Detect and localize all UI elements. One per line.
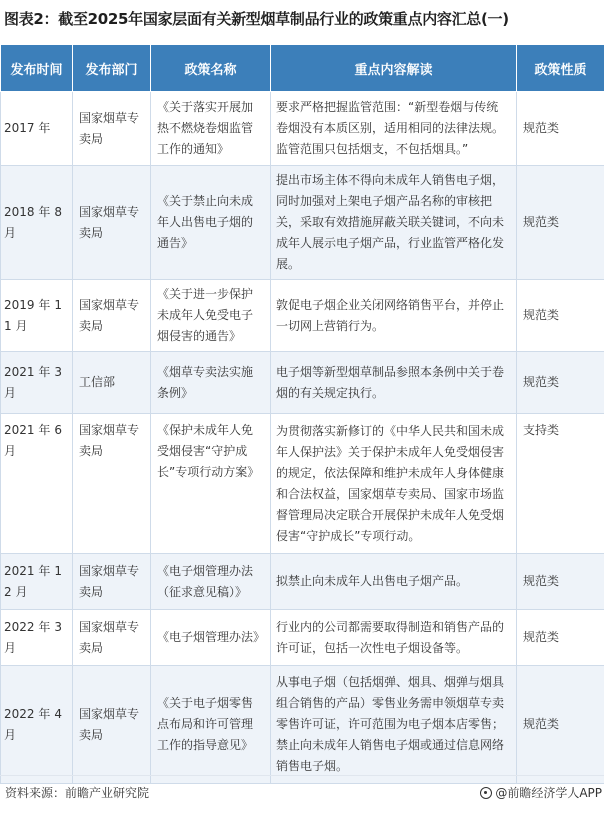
cell-dept: 工信部 [73, 352, 151, 414]
cell-dept: 国家烟草专卖局 [73, 554, 151, 610]
table-row [1, 352, 604, 414]
cell-nature: 规范类 [517, 280, 604, 352]
cell-name: 《电子烟管理办法（征求意见稿）》 [151, 554, 271, 610]
cell-content: 提出市场主体不得向未成年人销售电子烟，同时加强对上架电子烟产品名称的审核把关，采取有效措施屏蔽关联关键词，不向未成年人展示电子烟产品，行业监管严格化发展。 [271, 166, 517, 280]
cell-dept: 国家烟草专卖局 [73, 280, 151, 352]
cell-time: 2019 年 11 月 [1, 280, 73, 352]
table-row [1, 666, 604, 784]
cell-content: 要求严格把握监管范围：“新型卷烟与传统卷烟没有本质区别，适用相同的法律法规。监管范围只包括烟支，不包括烟具。” [271, 92, 517, 166]
footer [0, 784, 604, 801]
cell-time: 2017 年 [1, 92, 73, 166]
cell-name: 《关于禁止向未成年人出售电子烟的通告》 [151, 166, 271, 280]
app-logo-icon [480, 787, 492, 799]
cell-dept: 国家烟草专卖局 [73, 166, 151, 280]
brand-label: @前瞻经济学人APP [495, 786, 602, 800]
cell-name: 《电子烟管理办法》 [151, 610, 271, 666]
cell-nature: 规范类 [517, 92, 604, 166]
cell-content: 拟禁止向未成年人出售电子烟产品。 [271, 554, 517, 610]
cell-content: 敦促电子烟企业关闭网络销售平台，并停止一切网上营销行为。 [271, 280, 517, 352]
cell-dept: 国家烟草专卖局 [73, 92, 151, 166]
cell-nature: 规范类 [517, 666, 604, 784]
table-row [1, 166, 604, 280]
cell-nature: 规范类 [517, 166, 604, 280]
brand [480, 784, 604, 801]
cell-time: 2022 年 4 月 [1, 666, 73, 784]
cell-dept: 国家烟草专卖局 [73, 610, 151, 666]
header-content: 重点内容解读 [271, 45, 517, 92]
cell-dept: 国家烟草专卖局 [73, 666, 151, 784]
policy-table [0, 44, 604, 784]
cell-nature: 支持类 [517, 414, 604, 554]
cell-name: 《关于落实开展加热不燃烧卷烟监管工作的通知》 [151, 92, 271, 166]
cell-content: 从事电子烟（包括烟弹、烟具、烟弹与烟具组合销售的产品）零售业务需申领烟草专卖零售许可证，许可范围为电子烟本店零售；禁止向未成年人销售电子烟或通过信息网络销售电子烟。 [271, 666, 517, 784]
page-title: 图表2：截至2025年国家层面有关新型烟草制品行业的政策重点内容汇总(一) [4, 10, 509, 28]
header-time: 发布时间 [1, 45, 73, 92]
cell-name: 《关于进一步保护未成年人免受电子烟侵害的通告》 [151, 280, 271, 352]
cell-time: 2021 年 12 月 [1, 554, 73, 610]
table-row [1, 414, 604, 554]
cell-nature: 规范类 [517, 352, 604, 414]
cell-time: 2021 年 3 月 [1, 352, 73, 414]
source-note: 资料来源：前瞻产业研究院 [5, 786, 150, 800]
cell-time: 2021 年 6 月 [1, 414, 73, 554]
cell-time: 2018 年 8 月 [1, 166, 73, 280]
table-row [1, 280, 604, 352]
table-row [1, 92, 604, 166]
header-name: 政策名称 [151, 45, 271, 92]
table-row [1, 610, 604, 666]
footer-divider [0, 775, 604, 776]
table-header-row [1, 45, 604, 92]
cell-content: 行业内的公司都需要取得制造和销售产品的许可证，包括一次性电子烟设备等。 [271, 610, 517, 666]
cell-content: 电子烟等新型烟草制品参照本条例中关于卷烟的有关规定执行。 [271, 352, 517, 414]
cell-nature: 规范类 [517, 610, 604, 666]
header-nature: 政策性质 [517, 45, 604, 92]
header-dept: 发布部门 [73, 45, 151, 92]
cell-content: 为贯彻落实新修订的《中华人民共和国未成年人保护法》关于保护未成年人免受烟侵害的规定，依法保障和维护未成年人身体健康和合法权益，国家烟草专卖局、国家市场监督管理局决定联合开展保护未成年人免受烟侵害“守护成长”专项行动。 [271, 414, 517, 554]
cell-name: 《保护未成年人免受烟侵害“守护成长”专项行动方案》 [151, 414, 271, 554]
cell-nature: 规范类 [517, 554, 604, 610]
cell-time: 2022 年 3 月 [1, 610, 73, 666]
table-row [1, 554, 604, 610]
cell-name: 《烟草专卖法实施条例》 [151, 352, 271, 414]
cell-dept: 国家烟草专卖局 [73, 414, 151, 554]
cell-name: 《关于电子烟零售点布局和许可管理工作的指导意见》 [151, 666, 271, 784]
